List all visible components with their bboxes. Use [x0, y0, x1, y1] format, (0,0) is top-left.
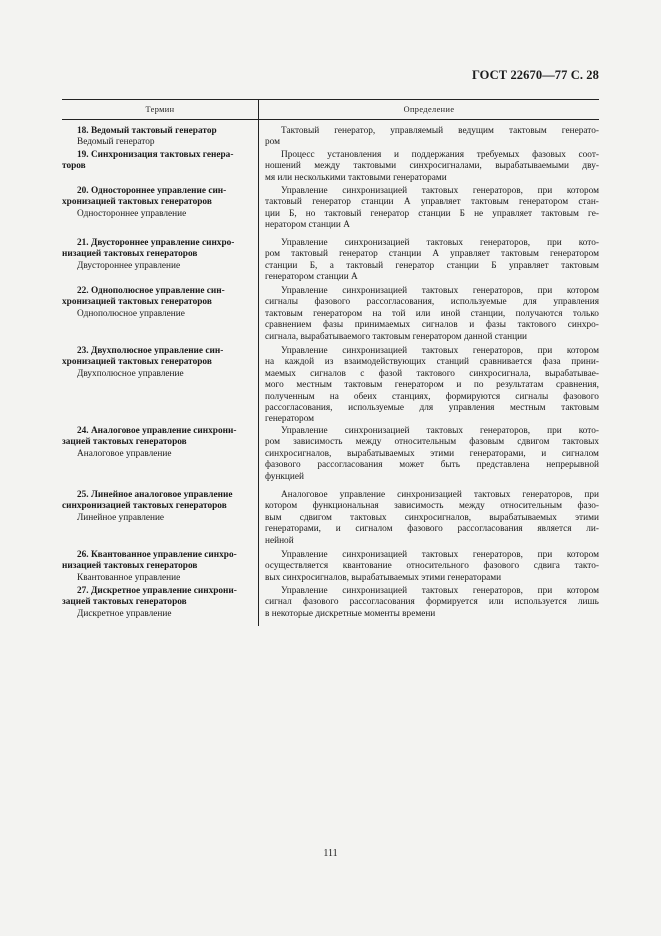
definition-line: функцией [265, 471, 304, 482]
definition-line: мого местным тактовым генератором и по результатам сравнения, [265, 380, 599, 391]
definition-line: сигнала, вырабатываемого тактовым генератором данной станции [265, 331, 528, 342]
term-entry [62, 150, 252, 173]
table-header [62, 99, 599, 120]
definition-line: сравнением фазы принимаемых сигналов и фазы тактового синхро- [265, 320, 599, 331]
term-line: хронизацией тактовых генераторов [62, 297, 212, 308]
definition-line: на каждой из взаимодействующих станций сравнивается фаза прини- [265, 357, 599, 368]
term-column [62, 120, 259, 626]
definition-line: Управление синхронизацией тактовых генераторов, при котором [281, 586, 599, 596]
definition-line: генератором станции А [265, 272, 358, 283]
definition-line: сигнал фазового рассогласования формируется или используется лишь [265, 597, 599, 608]
term-entry [62, 126, 252, 149]
term-synonym: Однополюсное управление [77, 308, 185, 319]
definition-line: ношений между тактовыми синхросигналами, вырабатываемыми дву- [265, 161, 599, 172]
term-line: 20. Одностороннее управление син- [77, 186, 227, 196]
definition-line: ром тактовый генератор станции А управляет тактовым генератором [265, 249, 599, 260]
term-line: 18. Ведомый тактовый генератор [77, 126, 217, 136]
definition-entry [265, 286, 599, 343]
definition-line: Процесс установления и поддержания требуемых фазовых соот- [281, 150, 599, 160]
column-header-term: Термин [62, 100, 259, 119]
term-line: зацией тактовых генераторов [62, 597, 187, 608]
term-entry [62, 238, 252, 272]
term-line: 22. Однополюсное управление син- [77, 286, 225, 296]
definition-entry [265, 346, 599, 426]
definition-line: сигналы фазового рассогласования, используемые для управления [265, 297, 599, 308]
term-synonym: Линейное управление [77, 512, 165, 523]
term-line: зацией тактовых генераторов [62, 437, 187, 448]
term-entry [62, 426, 252, 460]
term-line: 26. Квантованное управление синхро- [77, 550, 237, 560]
definition-line: Управление синхронизацией тактовых генераторов, при котором [281, 346, 599, 356]
definition-entry [265, 186, 599, 232]
definition-line: генератором [265, 414, 315, 425]
definition-line: полученным на обеих станциях, формируются сигналы фазового [265, 391, 599, 402]
definition-entry [265, 490, 599, 547]
term-synonym: Дискретное управление [77, 608, 172, 619]
definition-entry [265, 150, 599, 184]
definition-line: станции Б, а тактовый генератор станции Б управляет тактовым [265, 260, 599, 271]
table-body [62, 120, 599, 626]
definition-line: фазового рассогласования может быть представлена непрерывной [265, 460, 599, 471]
definition-line: синхросигналов, вырабатываемых этими генераторами, и сигналом [265, 448, 599, 459]
column-header-definition: Определение [403, 105, 455, 114]
document-code-header: ГОСТ 22670—77 С. 28 [471, 68, 599, 82]
term-line: 24. Аналоговое управление синхрони- [77, 426, 237, 436]
term-entry [62, 490, 252, 524]
term-line: 23. Двухполюсное управление син- [77, 346, 224, 356]
definition-entry [265, 586, 599, 620]
term-line: синхронизацией тактовых генераторов [62, 501, 227, 512]
definition-line: нейной [265, 535, 294, 546]
definition-line: ции Б, но тактовый генератор станции Б не управляет тактовым ге- [265, 208, 599, 219]
definition-entry [265, 126, 599, 149]
definition-line: котором функциональная зависимость между относительным фазо- [265, 501, 599, 512]
definition-line: маемых сигналов с фазой тактового синхросигнала, вырабатывае- [265, 368, 599, 379]
definition-line: мя или несколькими тактовыми генераторами [265, 172, 447, 183]
term-entry [62, 346, 252, 380]
definition-column [259, 120, 599, 626]
definition-line: Управление синхронизацией тактовых генераторов, при кото- [281, 238, 599, 248]
term-line: хронизацией тактовых генераторов [62, 197, 212, 208]
definition-entry [265, 238, 599, 284]
term-line: низацией тактовых генераторов [62, 561, 198, 572]
terms-table [62, 99, 599, 626]
term-entry [62, 550, 252, 584]
definition-line: осуществляется квантование относительного фазового сдвига такто- [265, 561, 599, 572]
definition-line: Управление синхронизацией тактовых генераторов, при кото- [281, 426, 599, 436]
definition-line: Тактовый генератор, управляемый ведущим тактовым генерато- [281, 126, 599, 136]
definition-line: ром [265, 137, 281, 148]
definition-line: генераторами, и сигналом фазового рассогласования является ли- [265, 524, 599, 535]
definition-line: ром зависимость между относительным фазовым сдвигом тактовых [265, 437, 599, 448]
definition-line: Управление синхронизацией тактовых генераторов, при котором [281, 286, 599, 296]
definition-entry [265, 550, 599, 584]
term-synonym: Ведомый генератор [77, 137, 155, 148]
term-synonym: Двухполюсное управление [77, 368, 184, 379]
definition-line: нератором станции А [265, 220, 350, 231]
term-line: 27. Дискретное управление синхрони- [77, 586, 237, 596]
term-synonym: Аналоговое управление [77, 448, 172, 459]
page-number: 111 [323, 848, 338, 859]
term-entry [62, 286, 252, 320]
term-synonym: Двустороннее управление [77, 260, 181, 271]
definition-line: в некоторые дискретные моменты времени [265, 608, 436, 619]
definition-line: Аналоговое управление синхронизацией тактовых генераторов, при [281, 490, 599, 500]
term-line: хронизацией тактовых генераторов [62, 357, 212, 368]
term-line: торов [62, 161, 86, 172]
definition-entry [265, 426, 599, 483]
definition-line: тактовый генератор станции А управляет тактовым генератором стан- [265, 197, 599, 208]
term-entry [62, 186, 252, 220]
term-entry [62, 586, 252, 620]
term-line: 21. Двустороннее управление синхро- [77, 238, 235, 248]
definition-line: вых синхросигналов, вырабатываемых этими генераторами [265, 572, 502, 583]
term-line: 19. Синхронизация тактовых генера- [77, 150, 234, 160]
term-line: 25. Линейное аналоговое управление [77, 490, 233, 500]
term-synonym: Одностороннее управление [77, 208, 187, 219]
definition-line: Управление синхронизацией тактовых генераторов, при котором [281, 550, 599, 560]
term-synonym: Квантованное управление [77, 572, 181, 583]
definition-line: тактовым генератором на той или иной станции, получаются только [265, 308, 599, 319]
definition-line: рассогласования, используемые для управления местным тактовым [265, 403, 599, 414]
definition-line: вым сдвигом тактовых синхросигналов, вырабатываемых этими [265, 512, 599, 523]
definition-line: Управление синхронизацией тактовых генераторов, при котором [281, 186, 599, 196]
term-line: низацией тактовых генераторов [62, 249, 198, 260]
